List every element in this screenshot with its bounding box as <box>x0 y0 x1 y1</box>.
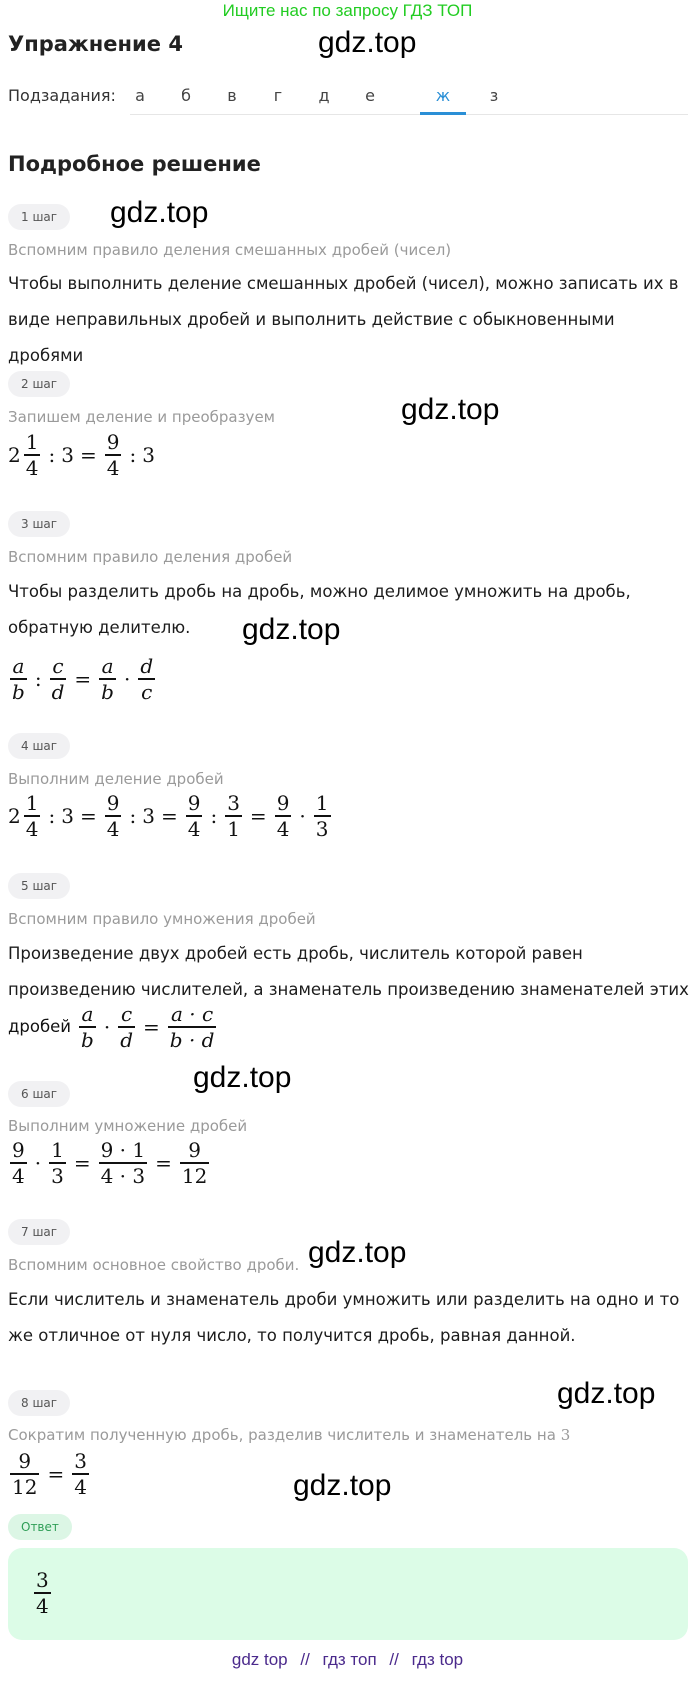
formula-step3: $\frac{a}{b}$ : $\frac{c}{d}$ = $\frac{a}{b}$ · $\frac{d}{c}$ <box>12 654 154 704</box>
subtask-tab-a[interactable]: а <box>135 86 145 105</box>
step-text: Чтобы выполнить деление смешанных дробей (чисел), можно записать их в виде неправильных дробей и выполнить действие с обыкновенными дробями <box>8 274 679 365</box>
step-caption: Вспомним основное свойство дроби. <box>8 1256 300 1274</box>
footer-separator: // <box>300 1650 310 1669</box>
step-caption: Вспомним правило деления смешанных дробей (чисел) <box>8 241 452 259</box>
watermark: gdz.top <box>110 196 209 229</box>
step-badge: 6 шаг <box>8 1081 70 1107</box>
step-caption: Выполним деление дробей <box>8 770 224 788</box>
footer-separator: // <box>389 1650 399 1669</box>
step-badge: 5 шаг <box>8 873 70 899</box>
step-caption: Выполним умножение дробей <box>8 1117 248 1135</box>
formula-step8: $\frac{9}{12}$ = $\frac{3}{4}$ <box>12 1449 87 1499</box>
step-text: Чтобы разделить дробь на дробь, можно делимое умножить на дробь, обратную делителю. <box>8 582 631 637</box>
footer-links <box>0 1650 695 1670</box>
answer-badge: Ответ <box>8 1514 72 1540</box>
footer-link[interactable]: gdz top <box>231 1650 288 1669</box>
step-caption: Сократим полученную дробь, разделив числитель и знаменатель на 3 <box>8 1426 571 1444</box>
footer-link[interactable]: гдз топ <box>322 1650 377 1669</box>
answer-formula: $\frac{3}{4}$ <box>36 1568 49 1618</box>
active-tab-indicator <box>420 112 466 115</box>
subtask-tab-v[interactable]: в <box>227 86 237 105</box>
watermark: gdz.top <box>557 1377 656 1410</box>
watermark: gdz.top <box>293 1469 392 1502</box>
footer-link[interactable]: гдз top <box>411 1650 464 1669</box>
subtask-tab-z[interactable]: з <box>489 86 499 105</box>
step-text: Если числитель и знаменатель дроби умножить или разделить на одно и то же отличное от нуля число, то получится дробь, равная данной. <box>8 1290 680 1345</box>
watermark: gdz.top <box>193 1061 292 1094</box>
watermark: gdz.top <box>401 393 500 426</box>
watermark: gdz.top <box>308 1236 407 1269</box>
step-badge: 2 шаг <box>8 371 70 397</box>
step-caption: Запишем деление и преобразуем <box>8 408 275 426</box>
subtask-tab-b[interactable]: б <box>181 86 191 105</box>
watermark: gdz.top <box>318 26 417 59</box>
subtask-tab-d[interactable]: д <box>318 86 330 105</box>
step-badge: 1 шаг <box>8 204 70 230</box>
subtask-tab-zh-active[interactable]: ж <box>435 86 451 105</box>
step-caption: Вспомним правило деления дробей <box>8 548 293 566</box>
step-badge: 8 шаг <box>8 1390 70 1416</box>
subtask-tab-g[interactable]: г <box>273 86 283 105</box>
subtask-tab-e[interactable]: е <box>365 86 375 105</box>
top-banner: Ищите нас по запросу ГДЗ ТОП <box>222 1 473 20</box>
formula-step4: 2 $\frac{1}{4}$ : 3 = $\frac{9}{4}$ : 3 = $\frac{9}{4}$ : $\frac{3}{1}$ = $\frac{9}{4}$ · $\frac{1}{3}$ <box>8 791 329 841</box>
subtasks-label: Подзадания: <box>8 86 116 105</box>
formula-step5: дробей $\frac{a}{b}$ · $\frac{c}{d}$ = $\frac{a \cdot c}{b \cdot d}$ <box>8 1002 215 1052</box>
answer-box <box>8 1548 688 1640</box>
watermark: gdz.top <box>242 613 341 646</box>
step-text: Произведение двух дробей есть дробь, числитель которой равен произведению числителей, а знаменатель произведению знаменателей этих <box>8 944 689 999</box>
step-badge: 4 шаг <box>8 733 70 759</box>
subtasks-divider <box>130 114 688 115</box>
page-title: Упражнение 4 <box>8 32 183 56</box>
step-badge: 3 шаг <box>8 511 70 537</box>
solution-title: Подробное решение <box>8 152 261 176</box>
step-badge: 7 шаг <box>8 1219 70 1245</box>
formula-step6: $\frac{9}{4}$ · $\frac{1}{3}$ = $\frac{9 \cdot 1}{4 \cdot 3}$ = $\frac{9}{12}$ <box>12 1138 208 1188</box>
formula-step2: 2 $\frac{1}{4}$ : 3 = $\frac{9}{4}$ : 3 <box>8 430 155 480</box>
step-caption: Вспомним правило умножения дробей <box>8 910 316 928</box>
